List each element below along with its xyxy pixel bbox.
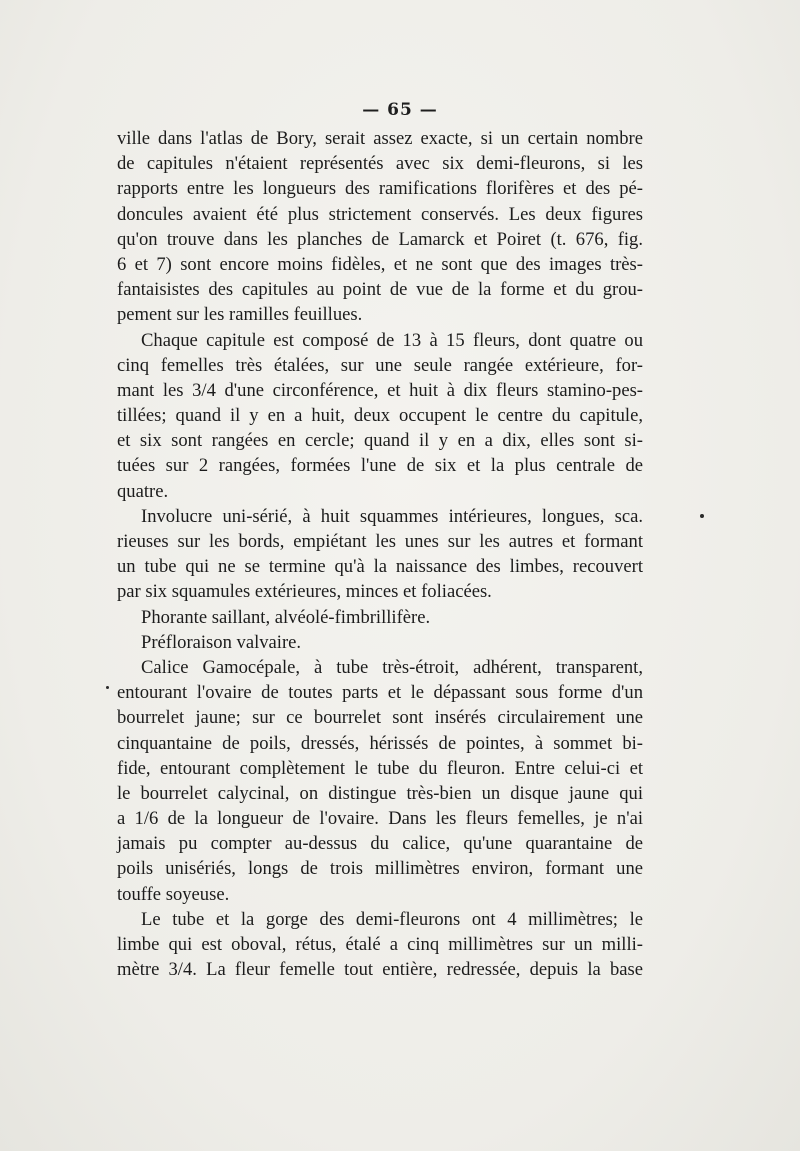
text-line: poils unisériés, longs de trois millimètres environ, formant une: [117, 858, 643, 880]
text-line: et six sont rangées en cercle; quand il y en a dix, elles sont si-: [117, 430, 643, 452]
text-line: mètre 3/4. La fleur femelle tout entière, redressée, depuis la base: [117, 959, 643, 981]
text-line: 6 et 7) sont encore moins fidèles, et ne sont que des images très-: [117, 253, 643, 275]
text-line: doncules avaient été plus strictement conservés. Les deux figures: [117, 203, 643, 225]
text-line: Involucre uni-sérié, à huit squammes intérieures, longues, sca.: [141, 505, 643, 527]
text-line: Préfloraison valvaire.: [141, 631, 302, 653]
text-line: pement sur les ramilles feuillues.: [117, 304, 363, 326]
text-line: entourant l'ovaire de toutes parts et le dépassant sous forme d'un: [117, 682, 643, 704]
text-line: Chaque capitule est composé de 13 à 15 fleurs, dont quatre ou: [141, 329, 643, 351]
text-line: par six squamules extérieures, minces et foliacées.: [117, 581, 492, 603]
text-line: Phorante saillant, alvéolé-fimbrillifère.: [141, 606, 431, 628]
text-line: rieuses sur les bords, empiétant les unes sur les autres et formant: [117, 531, 643, 552]
text-line: limbe qui est oboval, rétus, étalé a cinq millimètres sur un milli-: [117, 934, 643, 955]
print-speck: [700, 514, 704, 518]
text-line: cinquantaine de poils, dressés, hérissés de pointes, à sommet bi-: [117, 732, 643, 754]
body-text: [117, 126, 643, 982]
text-line: a 1/6 de la longueur de l'ovaire. Dans les fleurs femelles, je n'ai: [117, 808, 643, 830]
text-line: tuées sur 2 rangées, formées l'une de six et la plus centrale de: [117, 455, 643, 477]
text-line: le bourrelet calycinal, on distingue très-bien un disque jaune qui: [117, 782, 643, 804]
text-line: Calice Gamocépale, à tube très-étroit, adhérent, transparent,: [141, 656, 643, 678]
text-line: tillées; quand il y en a huit, deux occupent le centre du capitule,: [117, 405, 643, 427]
text-line: rapports entre les longueurs des ramifications florifères et des pé-: [117, 178, 643, 200]
text-line: de capitules n'étaient représentés avec six demi-fleurons, si les: [117, 153, 643, 175]
text-line: cinq femelles très étalées, sur une seule rangée extérieure, for-: [117, 354, 643, 376]
page-number: — 65 —: [362, 100, 438, 120]
text-line: mant les 3/4 d'une circonférence, et huit à dix fleurs stamino-pes-: [117, 379, 643, 401]
text-line: un tube qui ne se termine qu'à la naissance des limbes, recouvert: [117, 556, 643, 578]
text-line: fantaisistes des capitules au point de vue de la forme et du grou-: [117, 279, 643, 301]
text-line: touffe soyeuse.: [117, 883, 230, 905]
text-line: qu'on trouve dans les planches de Lamarck et Poiret (t. 676, fig.: [117, 228, 643, 250]
text-line: quatre.: [117, 480, 169, 502]
text-line: ville dans l'atlas de Bory, serait assez exacte, si un certain nombre: [117, 128, 643, 149]
text-line: jamais pu compter au-dessus du calice, qu'une quarantaine de: [117, 833, 643, 855]
text-line: fide, entourant complètement le tube du fleuron. Entre celui-ci et: [117, 757, 643, 779]
text-line: bourrelet jaune; sur ce bourrelet sont insérés circulairement une: [117, 707, 643, 729]
print-speck: [106, 686, 109, 689]
text-line: Le tube et la gorge des demi-fleurons ont 4 millimètres; le: [141, 908, 643, 930]
